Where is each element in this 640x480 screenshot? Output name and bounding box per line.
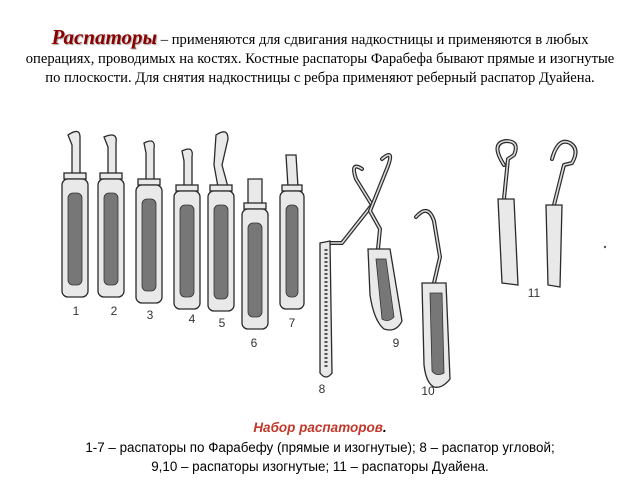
instrument-11-right xyxy=(546,142,576,287)
label-7: 7 xyxy=(288,316,296,330)
label-1: 1 xyxy=(72,304,80,318)
instrument-11-left xyxy=(497,141,518,285)
instrument-6 xyxy=(242,179,268,329)
label-3: 3 xyxy=(146,308,154,322)
instrument-drawing xyxy=(50,125,610,405)
figure-caption xyxy=(18,418,622,476)
caption-line-2: 9,10 – распаторы изогнутые; 11 – распаторы Дуайена. xyxy=(151,459,489,474)
label-5: 5 xyxy=(218,316,226,330)
caption-line-1: 1-7 – распаторы по Фарабефу (прямые и изогнутые); 8 – распатор угловой; xyxy=(85,440,555,455)
instrument-9 xyxy=(368,155,402,330)
intro-text: – применяются для сдвигания надкостницы и применяются в любых операциях, проводимых на костях. Костные распаторы Фарабефа бывают прямые и изогнутые по плоскости. Для снятия надкостницы с ребра применяют реберный распатор Дуайена. xyxy=(25,32,615,86)
intro-paragraph xyxy=(22,25,618,88)
instrument-5 xyxy=(208,132,234,311)
label-8: 8 xyxy=(318,382,326,396)
instrument-3 xyxy=(136,141,162,303)
label-2: 2 xyxy=(110,304,118,318)
instrument-7 xyxy=(280,155,304,309)
instrument-2 xyxy=(98,135,124,297)
raspatory-illustration xyxy=(50,125,610,405)
label-11: 11 xyxy=(527,286,541,300)
caption-title-row xyxy=(18,418,622,438)
label-9: 9 xyxy=(392,336,400,350)
label-4: 4 xyxy=(188,312,196,326)
instrument-8 xyxy=(320,167,372,377)
instrument-10 xyxy=(416,211,450,387)
label-6: 6 xyxy=(250,336,258,350)
label-10: 10 xyxy=(421,384,435,398)
caption-title: Набор распаторов xyxy=(253,420,383,435)
instrument-4 xyxy=(174,149,200,309)
caption-title-period: . xyxy=(382,420,387,435)
instrument-1 xyxy=(62,131,88,297)
intro-term: Распаторы xyxy=(51,25,158,49)
